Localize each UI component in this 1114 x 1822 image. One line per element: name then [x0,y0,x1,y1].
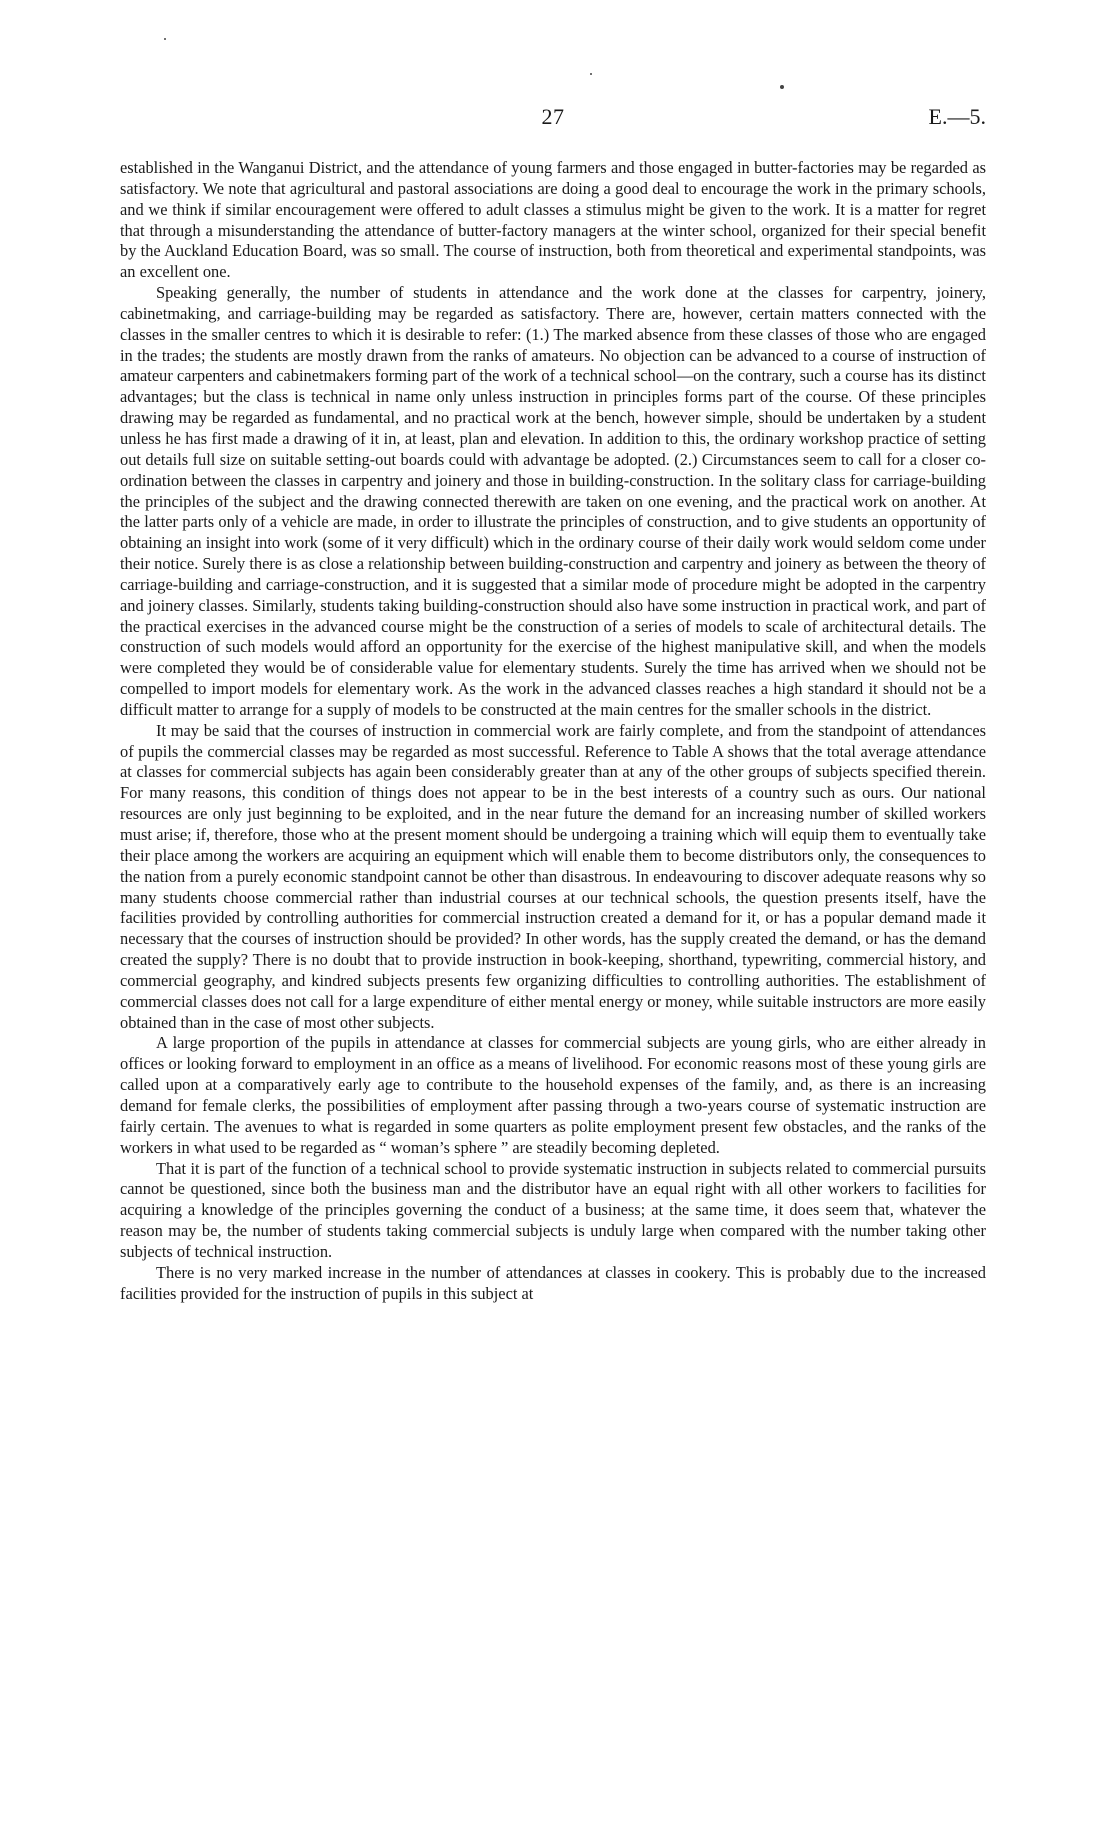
scan-speck [164,38,166,40]
paragraph-carpentry-classes: Speaking generally, the number of students in attendance and the work done at the classes for carpentry, joinery, cabinetmaking, and carriage-building may be regarded as satisfactory. There are, however, certain matters connected with the classes in the smaller centres to which it is desirable to refer: (1.) The marked absence from these classes of those who are engaged in the trades; the students are mostly drawn from the ranks of amateurs. No objection can be advanced to a course of instruction of amateur carpenters and cabinetmakers forming part of the work of a technical school—on the contrary, such a course has its distinct advantages; but the class is technical in name only unless instruction in principles forms part of the course. Of these principles drawing may be regarded as fundamental, and no practical work at the bench, however simple, should be undertaken by a student unless he has first made a drawing of it in, at least, plan and elevation. In addition to this, the ordinary workshop practice of setting out details full size on suitable setting-out boards could with advantage be adopted. (2.) Circumstances seem to call for a closer co-ordination between the classes in carpentry and joinery and those in building-construction. In the solitary class for carriage-building the principles of the subject and the drawing connected therewith are taken on one evening, and the practical work on another. At the latter parts only of a vehicle are made, in order to illustrate the principles of construction, and to give students an opportunity of obtaining an insight into work (some of it very difficult) which in the ordinary course of their daily work would seldom come under their notice. Surely there is as close a relationship between building-construction and carpentry and joinery as between the theory of carriage-building and carriage-construction, and it is suggested that a similar mode of procedure might be adopted in the carpentry and joinery classes. Similarly, students taking building-construction should also have some instruction in practical work, and part of the practical exercises in the advanced course might be the construction of a series of models to scale of architectural details. The construction of such models would afford an opportunity for the exercise of the highest manipulative skill, and when the models were completed they would be of considerable value for elementary students. Surely the time has arrived when we should not be compelled to import models for elementary work. As the work in the advanced classes reaches a high standard it should not be a difficult matter to arrange for a supply of models to be constructed at the main centres for the smaller schools in the district. [120,283,986,719]
paragraph-commercial-instruction: It may be said that the courses of instruction in commercial work are fairly complete, and from the standpoint of attendances of pupils the commercial classes may be regarded as most successful. Reference to Table A shows that the total average attendance at classes for commercial subjects has again been considerably greater than at any of the other groups of subjects specified therein. For many reasons, this condition of things does not appear to be in the best interests of a country such as ours. Our national resources are only just beginning to be exploited, and in the near future the demand for an increasing number of skilled workers must arise; if, therefore, those who at the present moment should be undergoing a training which will equip them to eventually take their place among the workers are acquiring an equipment which will enable them to become distributors only, the consequences to the nation from a purely economic standpoint cannot be other than disastrous. In endeavouring to discover adequate reasons why so many students choose commercial rather than industrial courses at our technical schools, the question presents itself, have the facilities provided by controlling authorities for commercial instruction created a demand for it, or has a popular demand made it necessary that the courses of instruction should be provided? In other words, has the supply created the demand, or has the demand created the supply? There is no doubt that to provide instruction in book-keeping, shorthand, typewriting, commercial history, and commercial geography, and kindred subjects presents few organizing difficulties to controlling authorities. The establishment of commercial classes does not call for a large expenditure of either mental energy or money, while suitable instructors are more easily obtained than in the case of most other subjects. [120,720,986,1032]
document-reference: E.—5. [928,104,986,129]
page-number: 27 [541,104,565,129]
paragraph-agricultural-classes: established in the Wanganui District, and the attendance of young farmers and those engaged in butter-factories may be regarded as satisfactory. We note that agricultural and pastoral associations are doing a good deal to encourage the work in the primary schools, and we think if similar encouragement were offered to adult classes a stimulus might be given to the work. It is a matter for regret that through a misunderstanding the attendance of butter-factory managers at the winter school, organized for their special benefit by the Auckland Education Board, was so small. The course of instruction, both from theoretical and experimental standpoints, was an excellent one. [120,158,986,282]
page-header [120,104,986,134]
body-text [120,158,986,1304]
scan-speck [780,85,784,89]
paragraph-technical-school-function: That it is part of the function of a technical school to provide systematic instruction in subjects related to commercial pursuits cannot be questioned, since both the business man and the distributor have an equal right with all other workers to facilities for acquiring a knowledge of the principles governing the conduct of a business; at the same time, it does seem that, whatever the reason may be, the number of students taking commercial subjects is unduly large when compared with the number taking other subjects of technical instruction. [120,1158,986,1261]
paragraph-cookery-classes: There is no very marked increase in the number of attendances at classes in cookery. This is probably due to the increased facilities provided for the instruction of pupils in this subject at [120,1262,986,1303]
paragraph-young-girls: A large proportion of the pupils in attendance at classes for commercial subjects are young girls, who are either already in offices or looking forward to employment in an office as a means of livelihood. For economic reasons most of these young girls are called upon at a comparatively early age to contribute to the household expenses of the family, and, as there is an increasing demand for female clerks, the possibilities of employment after passing through a two-years course of systematic instruction are fairly certain. The avenues to what is regarded in some quarters as polite employment present few obstacles, and the ranks of the workers in what used to be regarded as “ woman’s sphere ” are steadily becoming depleted. [120,1033,986,1157]
scan-speck [590,73,592,75]
